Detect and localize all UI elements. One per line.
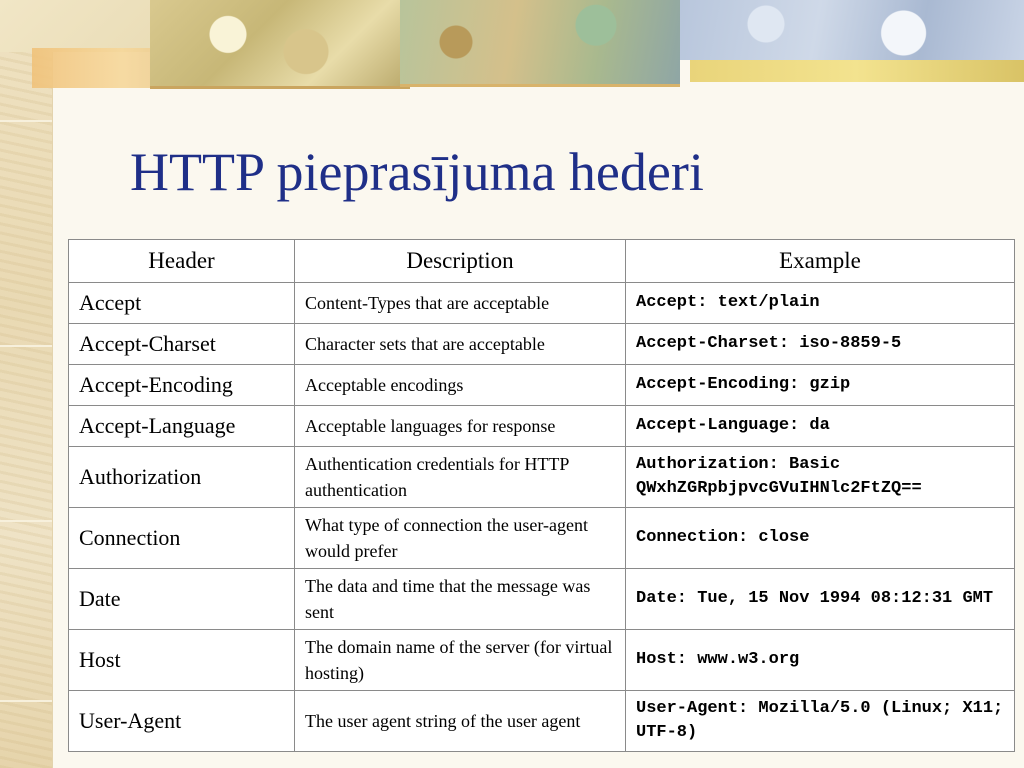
description-cell: Acceptable languages for response: [295, 406, 626, 447]
header-name-cell: Accept-Charset: [69, 324, 295, 365]
http-headers-table: [68, 239, 1015, 752]
example-cell: Authorization: Basic QWxhZGRpbjpvcGVuIHNlc2FtZQ==: [626, 447, 1015, 508]
description-cell: The user agent string of the user agent: [295, 691, 626, 752]
table-header-row: [69, 240, 1015, 283]
left-decorative-strip: [0, 0, 53, 768]
decorative-banner: [0, 0, 1024, 90]
header-name-cell: User-Agent: [69, 691, 295, 752]
example-cell: Accept: text/plain: [626, 283, 1015, 324]
table-row: [69, 447, 1015, 508]
header-name-cell: Accept-Encoding: [69, 365, 295, 406]
description-cell: What type of connection the user-agent would prefer: [295, 508, 626, 569]
description-cell: The domain name of the server (for virtual hosting): [295, 630, 626, 691]
header-name-cell: Accept: [69, 283, 295, 324]
table-row: [69, 406, 1015, 447]
column-header-header: Header: [69, 240, 295, 283]
table-row: [69, 630, 1015, 691]
example-cell: Date: Tue, 15 Nov 1994 08:12:31 GMT: [626, 569, 1015, 630]
header-name-cell: Accept-Language: [69, 406, 295, 447]
description-cell: Authentication credentials for HTTP authentication: [295, 447, 626, 508]
column-header-description: Description: [295, 240, 626, 283]
example-cell: Accept-Charset: iso-8859-5: [626, 324, 1015, 365]
header-name-cell: Connection: [69, 508, 295, 569]
example-cell: Accept-Encoding: gzip: [626, 365, 1015, 406]
table-row: [69, 691, 1015, 752]
header-name-cell: Date: [69, 569, 295, 630]
description-cell: The data and time that the message was sent: [295, 569, 626, 630]
description-cell: Acceptable encodings: [295, 365, 626, 406]
example-cell: Host: www.w3.org: [626, 630, 1015, 691]
table-row: [69, 324, 1015, 365]
example-cell: User-Agent: Mozilla/5.0 (Linux; X11; UTF-8): [626, 691, 1015, 752]
header-name-cell: Host: [69, 630, 295, 691]
slide-title: HTTP pieprasījuma hederi: [130, 142, 704, 202]
table-row: [69, 365, 1015, 406]
header-name-cell: Authorization: [69, 447, 295, 508]
example-cell: Accept-Language: da: [626, 406, 1015, 447]
table-row: [69, 569, 1015, 630]
description-cell: Character sets that are acceptable: [295, 324, 626, 365]
example-cell: Connection: close: [626, 508, 1015, 569]
column-header-example: Example: [626, 240, 1015, 283]
table-row: [69, 283, 1015, 324]
table-row: [69, 508, 1015, 569]
description-cell: Content-Types that are acceptable: [295, 283, 626, 324]
